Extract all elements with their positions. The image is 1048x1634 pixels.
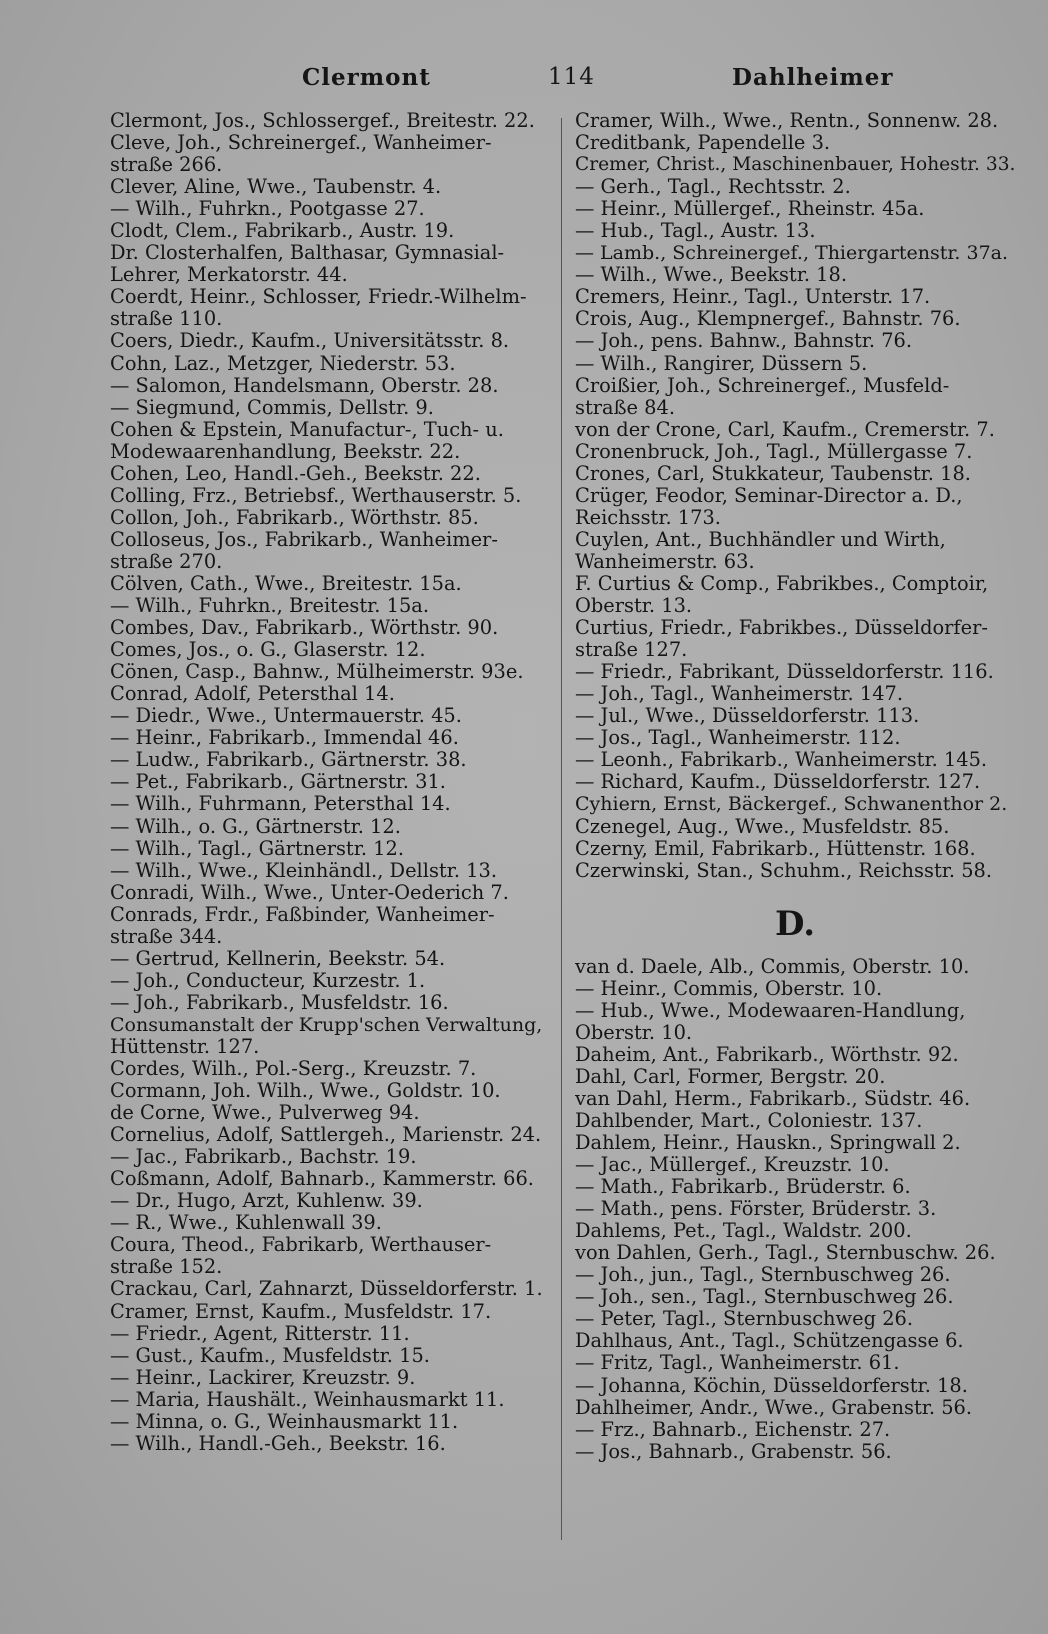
- directory-entry: Cronenbruck, Joh., Tagl., Müllergasse 7.: [575, 439, 973, 463]
- directory-entry: Lehrer, Merkatorstr. 44.: [110, 263, 348, 287]
- page-number: 114: [548, 64, 595, 90]
- directory-entry: Czerwinski, Stan., Schuhm., Reichsstr. 58.: [575, 858, 993, 882]
- directory-entry: Cleve, Joh., Schreinergef., Wanheimer-: [110, 131, 492, 155]
- directory-entry: Comes, Jos., o. G., Glaserstr. 12.: [110, 638, 426, 662]
- directory-entry: Cuylen, Ant., Buchhändler und Wirth,: [575, 527, 946, 551]
- directory-entry: straße 344.: [110, 924, 223, 948]
- directory-entry: — Math., pens. Förster, Brüderstr. 3.: [575, 1197, 937, 1221]
- directory-entry: Dahlems, Pet., Tagl., Waldstr. 200.: [575, 1219, 912, 1243]
- directory-entry: Dahl, Carl, Former, Bergstr. 20.: [575, 1064, 886, 1088]
- directory-entry: Coura, Theod., Fabrikarb, Werthauser-: [110, 1233, 492, 1257]
- directory-entry: — Heinr., Lackirer, Kreuzstr. 9.: [110, 1365, 416, 1389]
- page-header: [112, 64, 1012, 104]
- directory-entry: — Joh., Fabrikarb., Musfeldstr. 16.: [110, 990, 449, 1014]
- directory-entry: — Diedr., Wwe., Untermauerstr. 45.: [110, 704, 462, 728]
- section-letter: D.: [774, 903, 816, 944]
- directory-entry: Cormann, Joh. Wilh., Wwe., Goldstr. 10.: [110, 1079, 501, 1103]
- directory-entry: — Heinr., Fabrikarb., Immendal 46.: [110, 726, 459, 750]
- directory-entry: Cordes, Wilh., Pol.-Serg., Kreuzstr. 7.: [110, 1057, 477, 1081]
- right-column-bottom-entries: [575, 956, 1015, 1463]
- directory-entry: — Fritz, Tagl., Wanheimerstr. 61.: [575, 1351, 900, 1375]
- directory-entry: Oberstr. 10.: [575, 1020, 693, 1044]
- directory-entry: Cyhiern, Ernst, Bäckergef., Schwanenthor 2.: [575, 793, 1008, 816]
- directory-entry: — Maria, Haushält., Weinhausmarkt 11.: [110, 1387, 505, 1411]
- directory-entry: straße 127.: [575, 638, 688, 662]
- directory-entry: Crois, Aug., Klempnergef., Bahnstr. 76.: [575, 307, 961, 331]
- directory-entry: Coers, Diedr., Kaufm., Universitätsstr. 8.: [110, 329, 510, 353]
- directory-entry: Cornelius, Adolf, Sattlergeh., Marienstr. 24.: [110, 1123, 542, 1147]
- directory-entry: — Wilh., Wwe., Kleinhändl., Dellstr. 13.: [110, 858, 497, 882]
- directory-entry: — Lamb., Schreinergef., Thiergartenstr. 37a.: [575, 242, 1009, 265]
- directory-entry: Czerny, Emil, Fabrikarb., Hüttenstr. 168.: [575, 836, 976, 860]
- directory-entry: — Friedr., Agent, Ritterstr. 11.: [110, 1321, 410, 1345]
- directory-entry: Colloseus, Jos., Fabrikarb., Wanheimer-: [110, 527, 498, 551]
- directory-entry: Curtius, Friedr., Fabrikbes., Düsseldorfer-: [575, 616, 988, 640]
- directory-entry: Colling, Frz., Betriebsf., Werthauserstr. 5.: [110, 483, 522, 507]
- directory-entry: — Wilh., Wwe., Beekstr. 18.: [575, 263, 848, 287]
- directory-entry: Cramer, Wilh., Wwe., Rentn., Sonnenw. 28.: [575, 109, 999, 132]
- directory-entry: — Heinr., Commis, Oberstr. 10.: [575, 976, 883, 1000]
- directory-entry: — Joh., jun., Tagl., Sternbuschweg 26.: [575, 1263, 951, 1287]
- right-column-top-entries: [575, 110, 1015, 882]
- directory-entry: — Jos., Bahnarb., Grabenstr. 56.: [575, 1439, 892, 1463]
- directory-entry: Dahlhaus, Ant., Tagl., Schützengasse 6.: [575, 1329, 964, 1353]
- directory-entry: — Frz., Bahnarb., Eichenstr. 27.: [575, 1417, 891, 1441]
- directory-entry: straße 270.: [110, 549, 223, 573]
- directory-entry: straße 110.: [110, 307, 223, 331]
- directory-entry: Daheim, Ant., Fabrikarb., Wörthstr. 92.: [575, 1042, 959, 1066]
- directory-entry: — Gertrud, Kellnerin, Beekstr. 54.: [110, 946, 446, 970]
- directory-entry: — Peter, Tagl., Sternbuschweg 26.: [575, 1307, 914, 1331]
- directory-entry: Reichsstr. 173.: [575, 505, 721, 529]
- directory-entry: — Wilh., Fuhrkn., Pootgasse 27.: [110, 197, 425, 221]
- directory-entry: — Heinr., Müllergef., Rheinstr. 45a.: [575, 197, 925, 221]
- directory-entry: — Friedr., Fabrikant, Düsseldorferstr. 116.: [575, 660, 994, 684]
- directory-entry: Collon, Joh., Fabrikarb., Wörthstr. 85.: [110, 505, 479, 529]
- directory-entry: — Joh., Conducteur, Kurzestr. 1.: [110, 968, 426, 992]
- directory-entry: Conradi, Wilh., Wwe., Unter-Oederich 7.: [110, 880, 509, 904]
- directory-entry: Cohn, Laz., Metzger, Niederstr. 53.: [110, 351, 456, 375]
- directory-entry: — Wilh., Fuhrkn., Breitestr. 15a.: [110, 594, 430, 618]
- directory-entry: — Hub., Tagl., Austr. 13.: [575, 219, 816, 243]
- directory-entry: Clermont, Jos., Schlossergef., Breitestr. 22.: [110, 109, 535, 132]
- directory-entry: Crones, Carl, Stukkateur, Taubenstr. 18.: [575, 461, 971, 485]
- directory-entry: straße 266.: [110, 153, 223, 177]
- directory-entry: — Dr., Hugo, Arzt, Kuhlenw. 39.: [110, 1189, 423, 1213]
- directory-entry: Wanheimerstr. 63.: [575, 549, 755, 573]
- directory-entry: von Dahlen, Gerh., Tagl., Sternbuschw. 26.: [575, 1241, 996, 1265]
- directory-entry: — Wilh., Rangirer, Düssern 5.: [575, 351, 868, 375]
- directory-entry: — Johanna, Köchin, Düsseldorferstr. 18.: [575, 1373, 968, 1397]
- directory-entry: — Jac., Fabrikarb., Bachstr. 19.: [110, 1145, 417, 1169]
- directory-entry: straße 152.: [110, 1255, 223, 1279]
- left-column: [110, 110, 550, 1455]
- directory-entry: Oberstr. 13.: [575, 594, 693, 618]
- directory-entry: Crüger, Feodor, Seminar-Director a. D.,: [575, 483, 963, 507]
- directory-entry: Clodt, Clem., Fabrikarb., Austr. 19.: [110, 219, 455, 243]
- directory-entry: Dahlem, Heinr., Hauskn., Springwall 2.: [575, 1131, 961, 1155]
- directory-entry: Combes, Dav., Fabrikarb., Wörthstr. 90.: [110, 616, 499, 640]
- directory-entry: F. Curtius & Comp., Fabrikbes., Comptoir,: [575, 571, 989, 595]
- directory-entry: Cölven, Cath., Wwe., Breitestr. 15a.: [110, 571, 462, 595]
- directory-entry: — Leonh., Fabrikarb., Wanheimerstr. 145.: [575, 748, 988, 772]
- directory-entry: Hüttenstr. 127.: [110, 1034, 260, 1058]
- directory-entry: — Minna, o. G., Weinhausmarkt 11.: [110, 1409, 459, 1433]
- directory-entry: — Siegmund, Commis, Dellstr. 9.: [110, 395, 434, 419]
- directory-entry: — Wilh., Fuhrmann, Petersthal 14.: [110, 792, 451, 816]
- directory-entry: — Hub., Wwe., Modewaaren-Handlung,: [575, 998, 966, 1022]
- directory-entry: Dahlheimer, Andr., Wwe., Grabenstr. 56.: [575, 1395, 973, 1419]
- directory-entry: Conrads, Frdr., Faßbinder, Wanheimer-: [110, 902, 495, 926]
- directory-entry: — Jac., Müllergef., Kreuzstr. 10.: [575, 1153, 890, 1177]
- directory-entry: van Dahl, Herm., Fabrikarb., Südstr. 46.: [575, 1086, 971, 1110]
- directory-entry: Cramer, Ernst, Kaufm., Musfeldstr. 17.: [110, 1299, 492, 1323]
- directory-entry: Croißier, Joh., Schreinergef., Musfeld-: [575, 373, 950, 397]
- directory-entry: Cohen & Epstein, Manufactur-, Tuch- u.: [110, 417, 504, 441]
- directory-entry: Dr. Closterhalfen, Balthasar, Gymnasial-: [110, 241, 505, 265]
- directory-entry: Coerdt, Heinr., Schlosser, Friedr.-Wilhelm-: [110, 285, 527, 309]
- directory-entry: — Gerh., Tagl., Rechtsstr. 2.: [575, 175, 851, 199]
- directory-entry: — R., Wwe., Kuhlenwall 39.: [110, 1211, 382, 1235]
- directory-entry: Cremer, Christ., Maschinenbauer, Hohestr. 33.: [575, 154, 1016, 176]
- directory-entry: Creditbank, Papendelle 3.: [575, 131, 831, 155]
- header-left-keyword: Clermont: [302, 64, 431, 91]
- directory-entry: — Joh., pens. Bahnw., Bahnstr. 76.: [575, 329, 913, 353]
- directory-entry: — Jul., Wwe., Düsseldorferstr. 113.: [575, 704, 920, 728]
- directory-entry: — Wilh., o. G., Gärtnerstr. 12.: [110, 814, 401, 838]
- directory-entry: Cohen, Leo, Handl.-Geh., Beekstr. 22.: [110, 461, 481, 485]
- directory-entry: — Joh., Tagl., Wanheimerstr. 147.: [575, 682, 904, 706]
- right-column: [575, 110, 1015, 1463]
- directory-entry: Consumanstalt der Krupp'schen Verwaltung,: [110, 1013, 543, 1036]
- directory-entry: Czenegel, Aug., Wwe., Musfeldstr. 85.: [575, 814, 950, 838]
- directory-entry: — Wilh., Handl.-Geh., Beekstr. 16.: [110, 1431, 446, 1455]
- directory-entry: Dahlbender, Mart., Coloniestr. 137.: [575, 1108, 923, 1132]
- directory-entry: van d. Daele, Alb., Commis, Oberstr. 10.: [575, 954, 970, 978]
- directory-entry: Conrad, Adolf, Petersthal 14.: [110, 682, 395, 706]
- directory-entry: de Corne, Wwe., Pulverweg 94.: [110, 1101, 420, 1125]
- directory-entry: — Math., Fabrikarb., Brüderstr. 6.: [575, 1175, 911, 1199]
- directory-entry: — Wilh., Tagl., Gärtnerstr. 12.: [110, 836, 405, 860]
- column-divider: [561, 118, 562, 1540]
- header-right-keyword: Dahlheimer: [732, 64, 894, 91]
- directory-entry: von der Crone, Carl, Kaufm., Cremerstr. 7.: [575, 417, 995, 441]
- directory-entry: Modewaarenhandlung, Beekstr. 22.: [110, 439, 461, 463]
- directory-entry: — Richard, Kaufm., Düsseldorferstr. 127.: [575, 770, 981, 794]
- directory-entry: Crackau, Carl, Zahnarzt, Düsseldorferstr. 1.: [110, 1277, 543, 1301]
- directory-entry: — Pet., Fabrikarb., Gärtnerstr. 31.: [110, 770, 446, 794]
- directory-entry: Coßmann, Adolf, Bahnarb., Kammerstr. 66.: [110, 1167, 534, 1191]
- directory-entry: — Salomon, Handelsmann, Oberstr. 28.: [110, 373, 499, 397]
- directory-entry: — Gust., Kaufm., Musfeldstr. 15.: [110, 1343, 430, 1367]
- directory-entry: Cremers, Heinr., Tagl., Unterstr. 17.: [575, 285, 931, 309]
- directory-entry: — Joh., sen., Tagl., Sternbuschweg 26.: [575, 1285, 954, 1309]
- directory-entry: — Ludw., Fabrikarb., Gärtnerstr. 38.: [110, 748, 467, 772]
- directory-entry: Clever, Aline, Wwe., Taubenstr. 4.: [110, 175, 442, 199]
- directory-entry: — Jos., Tagl., Wanheimerstr. 112.: [575, 726, 901, 750]
- directory-entry: Cönen, Casp., Bahnw., Mülheimerstr. 93e.: [110, 660, 524, 684]
- directory-entry: straße 84.: [575, 395, 676, 419]
